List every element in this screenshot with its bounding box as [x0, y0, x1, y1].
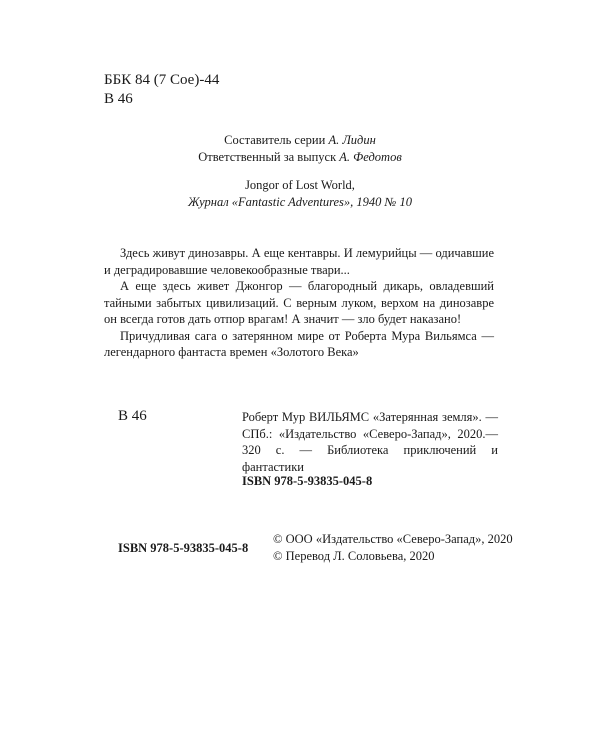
bbk-code: ББК 84 (7 Сое)-44	[104, 72, 220, 88]
annotation-paragraph: Причудливая сага о затерянном мире от Роберта Мура Вильямса — легендарного фантаста времен «Золотого Века»	[104, 328, 494, 359]
footer-isbn: ISBN 978-5-93835-045-8	[118, 541, 249, 555]
editor-label: Ответственный за выпуск	[198, 150, 337, 164]
annotation-paragraph: Здесь живут динозавры. А еще кентавры. И лемурийцы — одичавшие и деградировавшие человекообразные твари...	[104, 246, 494, 277]
classification-block	[104, 71, 219, 109]
catalog-code: В 46	[118, 408, 147, 424]
author-code: В 46	[104, 91, 133, 107]
annotation	[104, 245, 494, 361]
editor-name: А. Федотов	[339, 150, 402, 164]
copyright-block	[273, 531, 513, 565]
original-title: Jongor of Lost World,	[245, 178, 355, 192]
credits-block	[80, 132, 520, 166]
catalog-isbn: ISBN 978-5-93835-045-8	[242, 474, 373, 488]
series-compiler-name: А. Лидин	[328, 133, 376, 147]
series-compiler-line	[80, 132, 520, 149]
series-compiler-label: Составитель серии	[224, 133, 326, 147]
copyright-line: © Перевод Л. Соловьева, 2020	[273, 549, 435, 563]
catalog-description: Роберт Мур ВИЛЬЯМС «Затерянная земля». — СПб.: «Издательство «Северо-Запад», 2020.— 320 с. — Библиотека приключений и фантастики	[242, 410, 498, 474]
source-block	[80, 177, 520, 211]
magazine-source: Журнал «Fantastic Adventures», 1940 № 10	[188, 195, 412, 209]
copyright-line: © ООО «Издательство «Северо-Запад», 2020	[273, 532, 513, 546]
annotation-paragraph: А еще здесь живет Джонгор — благородный дикарь, овладевший тайными забытых цивилизаций. С верным луком, верхом на динозавре он всегда готов дать отпор врагам! А значит — зло будет наказано!	[104, 279, 494, 326]
editor-line	[80, 149, 520, 166]
